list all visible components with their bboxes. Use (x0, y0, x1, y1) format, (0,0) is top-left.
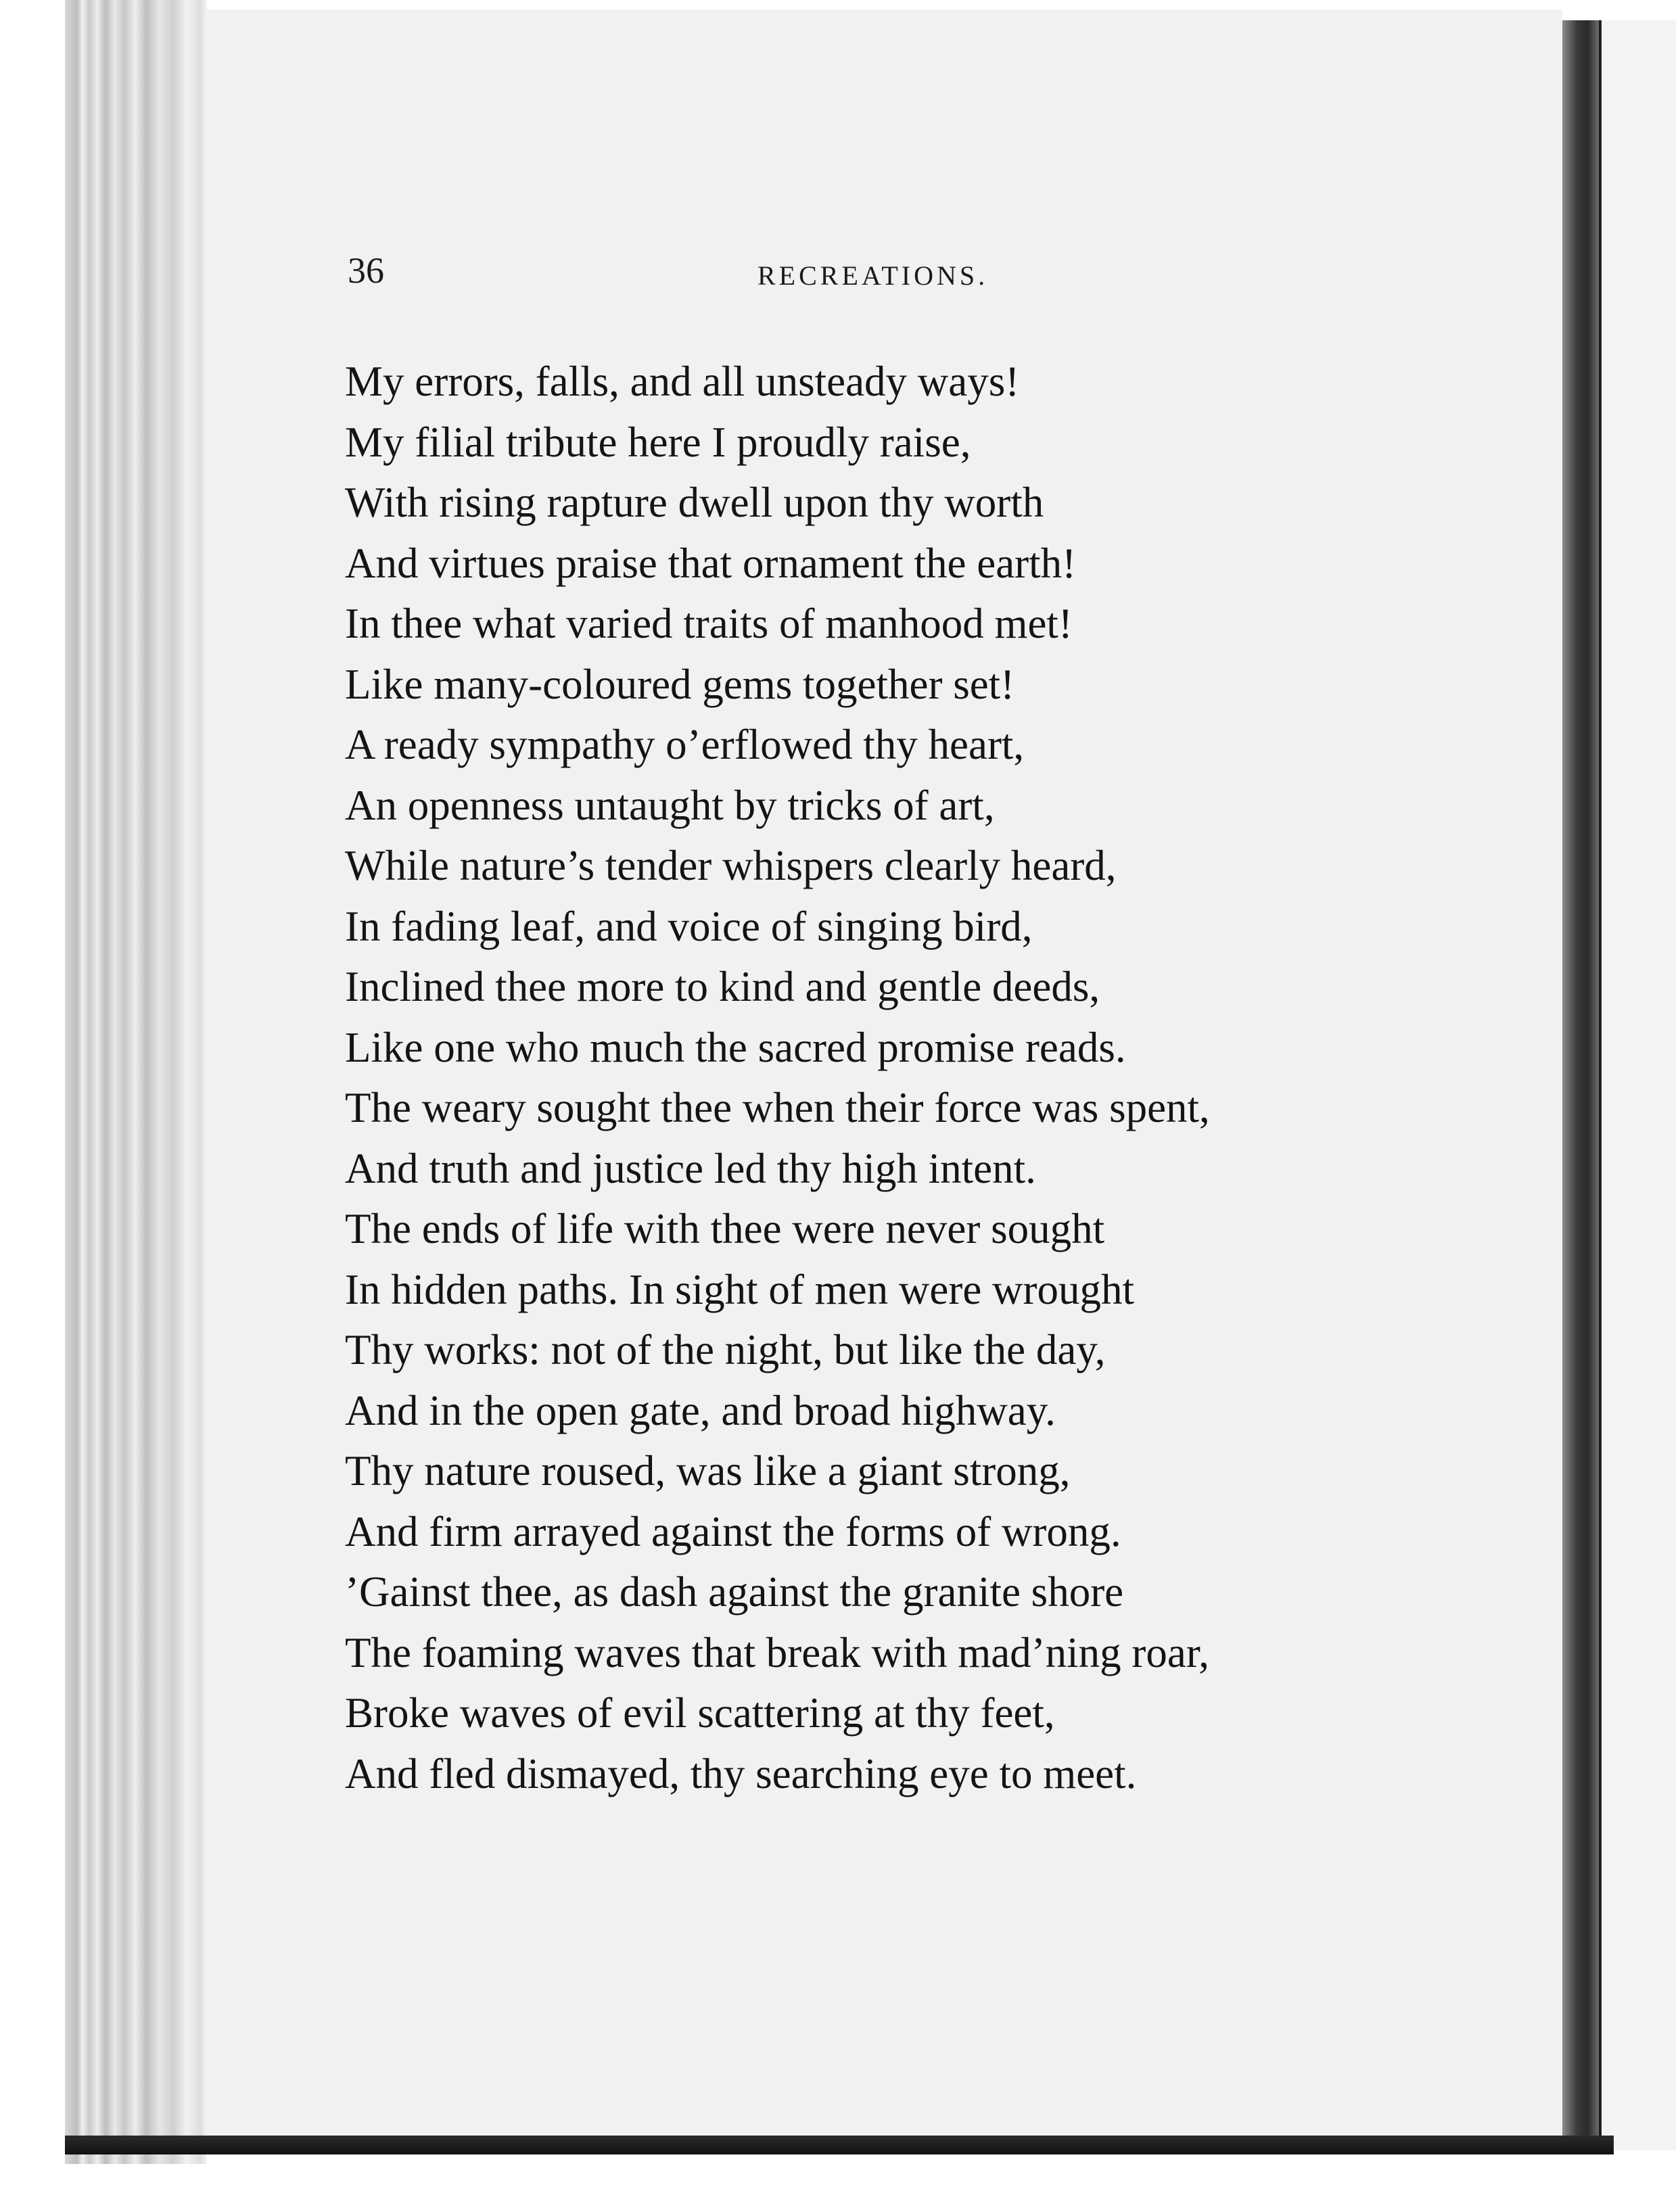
poem-line: Like many-coloured gems together set! (345, 660, 1015, 708)
poem-line: In fading leaf, and voice of singing bird, (345, 902, 1033, 950)
next-page-edge (1599, 20, 1676, 2150)
left-page-edges (65, 0, 207, 2164)
poem-line: While nature’s tender whispers clearly heard, (345, 842, 1117, 889)
poem-line: Thy nature roused, was like a giant strong, (345, 1447, 1071, 1494)
page-number: 36 (348, 250, 384, 291)
poem-line: The weary sought thee when their force was spent, (345, 1084, 1210, 1131)
poem-line: A ready sympathy o’erflowed thy heart, (345, 721, 1025, 768)
right-binding-edge (1562, 20, 1599, 2137)
poem-line: Thy works: not of the night, but like the day, (345, 1326, 1106, 1373)
poem-line: An openness untaught by tricks of art, (345, 781, 995, 829)
poem-line: And in the open gate, and broad highway. (345, 1386, 1056, 1434)
poem-line: Broke waves of evil scattering at thy feet, (345, 1689, 1055, 1737)
bottom-page-edge (65, 2136, 1614, 2154)
poem-line: The ends of life with thee were never sought (345, 1205, 1105, 1252)
poem-line: Like one who much the sacred promise reads. (345, 1023, 1126, 1071)
poem-text (345, 352, 1400, 1804)
poem-line: My filial tribute here I proudly raise, (345, 418, 971, 466)
poem-line: And fled dismayed, thy searching eye to meet. (345, 1749, 1137, 1797)
poem-line: In thee what varied traits of manhood met! (345, 600, 1073, 647)
poem-line: And firm arrayed against the forms of wrong. (345, 1507, 1121, 1555)
poem-line: Inclined thee more to kind and gentle deeds, (345, 963, 1100, 1010)
poem-line: And truth and justice led thy high intent. (345, 1144, 1036, 1192)
poem-line: With rising rapture dwell upon thy worth (345, 479, 1044, 526)
poem-line: In hidden paths. In sight of men were wrought (345, 1265, 1135, 1313)
poem-line: And virtues praise that ornament the earth! (345, 539, 1077, 587)
running-head (348, 249, 1024, 303)
poem-line: My errors, falls, and all unsteady ways! (345, 358, 1020, 405)
page-title: RECREATIONS. (757, 260, 989, 291)
poem-line: The foaming waves that break with mad’ning roar, (345, 1628, 1210, 1676)
poem-line: ’Gainst thee, as dash against the granite shore (345, 1568, 1124, 1616)
